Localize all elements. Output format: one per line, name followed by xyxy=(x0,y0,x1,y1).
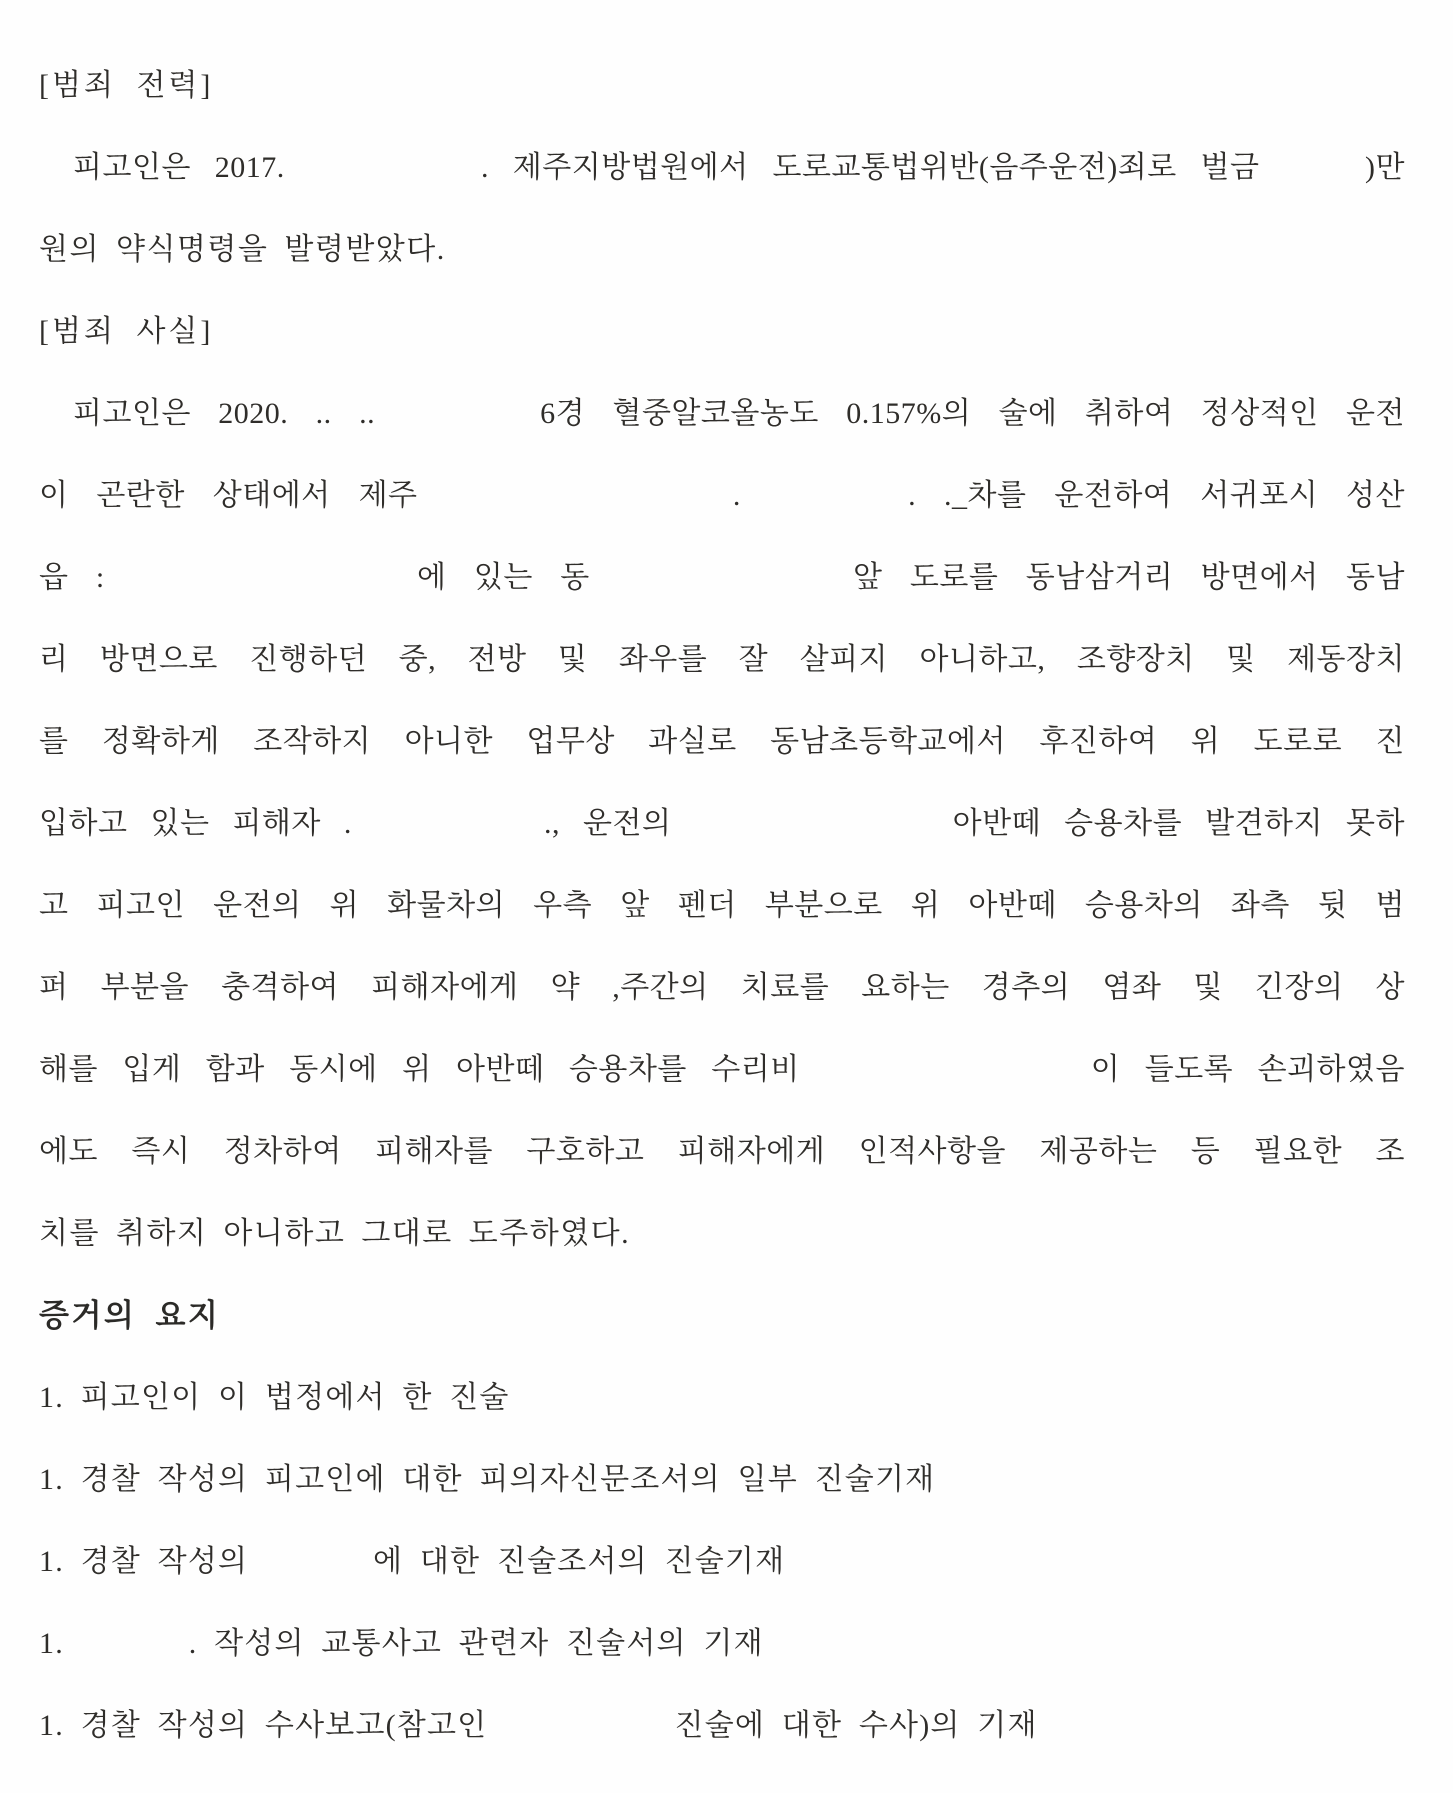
criminal-facts-line: 입하고 있는 피해자 . ., 운전의 아반떼 승용차를 발견하지 못하 xyxy=(39,807,1405,840)
evidence-item: 1. 경찰 작성의 피고인에 대한 피의자신문조서의 일부 진술기재 xyxy=(39,1463,936,1496)
criminal-facts-line: 고 피고인 운전의 위 화물차의 우측 앞 펜더 부분으로 위 아반떼 승용차의 좌측 뒷 범 xyxy=(39,889,1405,922)
section-heading-criminal-facts: [범죄 사실] xyxy=(39,315,214,348)
criminal-facts-line: 에도 즉시 정차하여 피해자를 구호하고 피해자에게 인적사항을 제공하는 등 필요한 조 xyxy=(39,1135,1405,1168)
criminal-facts-line: 를 정확하게 조작하지 아니한 업무상 과실로 동남초등학교에서 후진하여 위 도로로 진 xyxy=(39,725,1405,758)
criminal-facts-line: 퍼 부분을 충격하여 피해자에게 약 ,주간의 치료를 요하는 경추의 염좌 및 긴장의 상 xyxy=(39,971,1405,1004)
evidence-item: 1. 경찰 작성의 수사보고(참고인 진술에 대한 수사)의 기재 xyxy=(39,1709,1038,1742)
criminal-facts-line: 이 곤란한 상태에서 제주 . . ._차를 운전하여 서귀포시 성산 xyxy=(39,479,1405,512)
criminal-facts-line: 읍 : 에 있는 동 앞 도로를 동남삼거리 방면에서 동남 xyxy=(39,561,1405,594)
evidence-item: 1. 피고인이 이 법정에서 한 진술 xyxy=(39,1381,510,1414)
section-heading-criminal-record: [범죄 전력] xyxy=(39,69,214,102)
criminal-record-line: 피고인은 2017. . 제주지방법원에서 도로교통법위반(음주운전)죄로 벌금 )만 xyxy=(73,151,1405,184)
criminal-facts-line: 리 방면으로 진행하던 중, 전방 및 좌우를 잘 살피지 아니하고, 조향장치 및 제동장치 xyxy=(39,643,1405,676)
criminal-facts-line: 해를 입게 함과 동시에 위 아반떼 승용차를 수리비 이 들도록 손괴하였음 xyxy=(39,1053,1405,1086)
evidence-item: 1. . 작성의 교통사고 관련자 진술서의 기재 xyxy=(39,1627,764,1660)
criminal-record-line: 원의 약식명령을 발령받았다. xyxy=(39,233,446,266)
evidence-item: 1. 경찰 작성의 에 대한 진술조서의 진술기재 xyxy=(39,1545,786,1578)
criminal-facts-line: 치를 취하지 아니하고 그대로 도주하였다. xyxy=(39,1217,631,1250)
criminal-facts-line: 피고인은 2020. .. .. 6경 혈중알코올농도 0.157%의 술에 취하여 정상적인 운전 xyxy=(73,397,1405,430)
section-heading-evidence-summary: 증거의 요지 xyxy=(39,1298,221,1333)
